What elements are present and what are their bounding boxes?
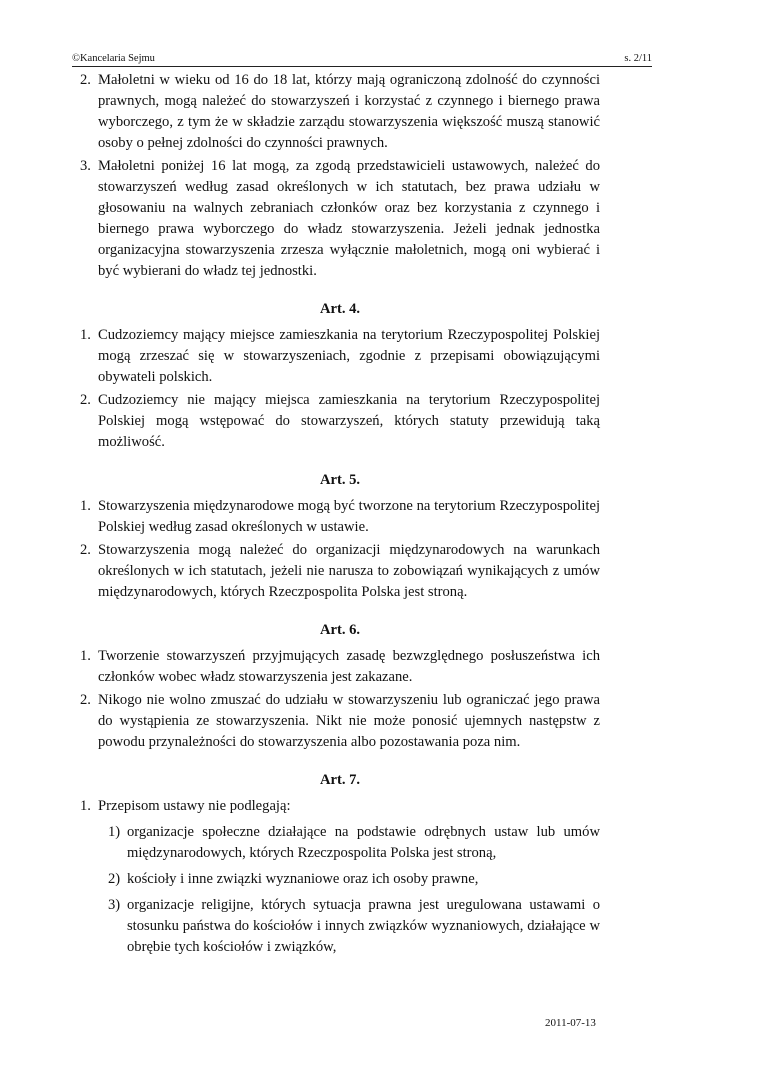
point-text: Cudzoziemcy nie mający miejsca zamieszkania na terytorium Rzeczypospolitej Polskiej mogą wstępować do stowarzyszeń, których statuty przewidują taką możliwość.	[98, 392, 600, 450]
header-publisher: ©Kancelaria Sejmu	[72, 53, 155, 64]
art4-point-2	[80, 390, 600, 453]
page-header	[72, 52, 652, 67]
subpoint-text: kościoły i inne związki wyznaniowe oraz ich osoby prawne,	[127, 871, 479, 887]
art7-point-1	[80, 796, 600, 817]
point-text: Stowarzyszenia międzynarodowe mogą być tworzone na terytorium Rzeczypospolitej Polskiej według zasad określonych w ustawie.	[98, 498, 600, 535]
point-text: Małoletni poniżej 16 lat mogą, za zgodą przedstawicieli ustawowych, należeć do stowarzyszeń według zasad określonych w ich statutach, bez prawa udziału w głosowaniu na walnych zebraniach członków oraz bez korzystania z czynnego i biernego prawa wyborczego do władz stowarzyszenia. Jeżeli jednak jednostka organizacyjna stowarzyszenia zrzesza wyłącznie małoletnich, mogą oni wybierać i być wybierani do władz tej jednostki.	[98, 158, 600, 279]
point-number: 3.	[80, 158, 91, 174]
point-number: 1.	[80, 798, 91, 814]
article-6-heading: Art. 6.	[319, 622, 361, 638]
art6-point-2	[80, 690, 600, 753]
art5-point-2	[80, 540, 600, 603]
point-number: 1.	[80, 498, 91, 514]
art7-subpoint-2	[80, 869, 600, 890]
art3-point-3	[80, 156, 600, 282]
point-text: Nikogo nie wolno zmuszać do udziału w stowarzyszeniu lub ograniczać jego prawa do wystąpienia ze stowarzyszenia. Nikt nie może ponosić ujemnych następstw z powodu przynależności do stowarzyszenia albo pozostawania poza nim.	[98, 692, 600, 750]
header-page-number: s. 2/11	[624, 53, 652, 64]
subpoint-number: 1)	[108, 824, 121, 840]
art7-subpoint-1	[80, 822, 600, 864]
footer-date: 2011-07-13	[545, 1017, 596, 1029]
point-number: 2.	[80, 542, 91, 558]
art6-point-1	[80, 646, 600, 688]
point-number: 2.	[80, 392, 91, 408]
point-text: Przepisom ustawy nie podlegają:	[98, 798, 291, 814]
subpoint-number: 3)	[108, 897, 121, 913]
point-number: 1.	[80, 327, 91, 343]
point-text: Stowarzyszenia mogą należeć do organizacji międzynarodowych na warunkach określonych w ich statutach, jeżeli nie narusza to zobowiązań wynikających z umów międzynarodowych, których Rzeczpospolita Polska jest stroną.	[98, 542, 600, 600]
point-number: 2.	[80, 72, 91, 88]
point-text: Tworzenie stowarzyszeń przyjmujących zasadę bezwzględnego posłuszeństwa ich członków wobec władz stowarzyszenia jest zakazane.	[98, 648, 600, 685]
point-text: Cudzoziemcy mający miejsce zamieszkania na terytorium Rzeczypospolitej Polskiej mogą zrzeszać się w stowarzyszeniach, zgodnie z przepisami obowiązującymi obywateli polskich.	[98, 327, 600, 385]
art5-point-1	[80, 496, 600, 538]
point-number: 2.	[80, 692, 91, 708]
article-7-heading: Art. 7.	[319, 772, 361, 788]
point-text: Małoletni w wieku od 16 do 18 lat, którzy mają ograniczoną zdolność do czynności prawnych, mogą należeć do stowarzyszeń i korzystać z czynnego i biernego prawa wyborczego, z tym że w składzie zarządu stowarzyszenia większość muszą stanowić osoby o pełnej zdolności do czynności prawnych.	[98, 72, 600, 151]
art4-point-1	[80, 325, 600, 388]
subpoint-text: organizacje religijne, których sytuacja prawna jest uregulowana ustawami o stosunku państwa do kościołów i innych związków wyznaniowych, działające w obrębie tych kościołów i związków,	[127, 897, 600, 955]
article-5-heading: Art. 5.	[319, 472, 361, 488]
article-4-heading: Art. 4.	[319, 301, 361, 317]
point-number: 1.	[80, 648, 91, 664]
art3-point-2	[80, 70, 600, 154]
subpoint-number: 2)	[108, 871, 121, 887]
subpoint-text: organizacje społeczne działające na podstawie odrębnych ustaw lub umów międzynarodowych, których Rzeczpospolita Polska jest stroną,	[127, 824, 600, 861]
document-body	[80, 70, 600, 958]
art7-subpoint-3	[80, 895, 600, 958]
